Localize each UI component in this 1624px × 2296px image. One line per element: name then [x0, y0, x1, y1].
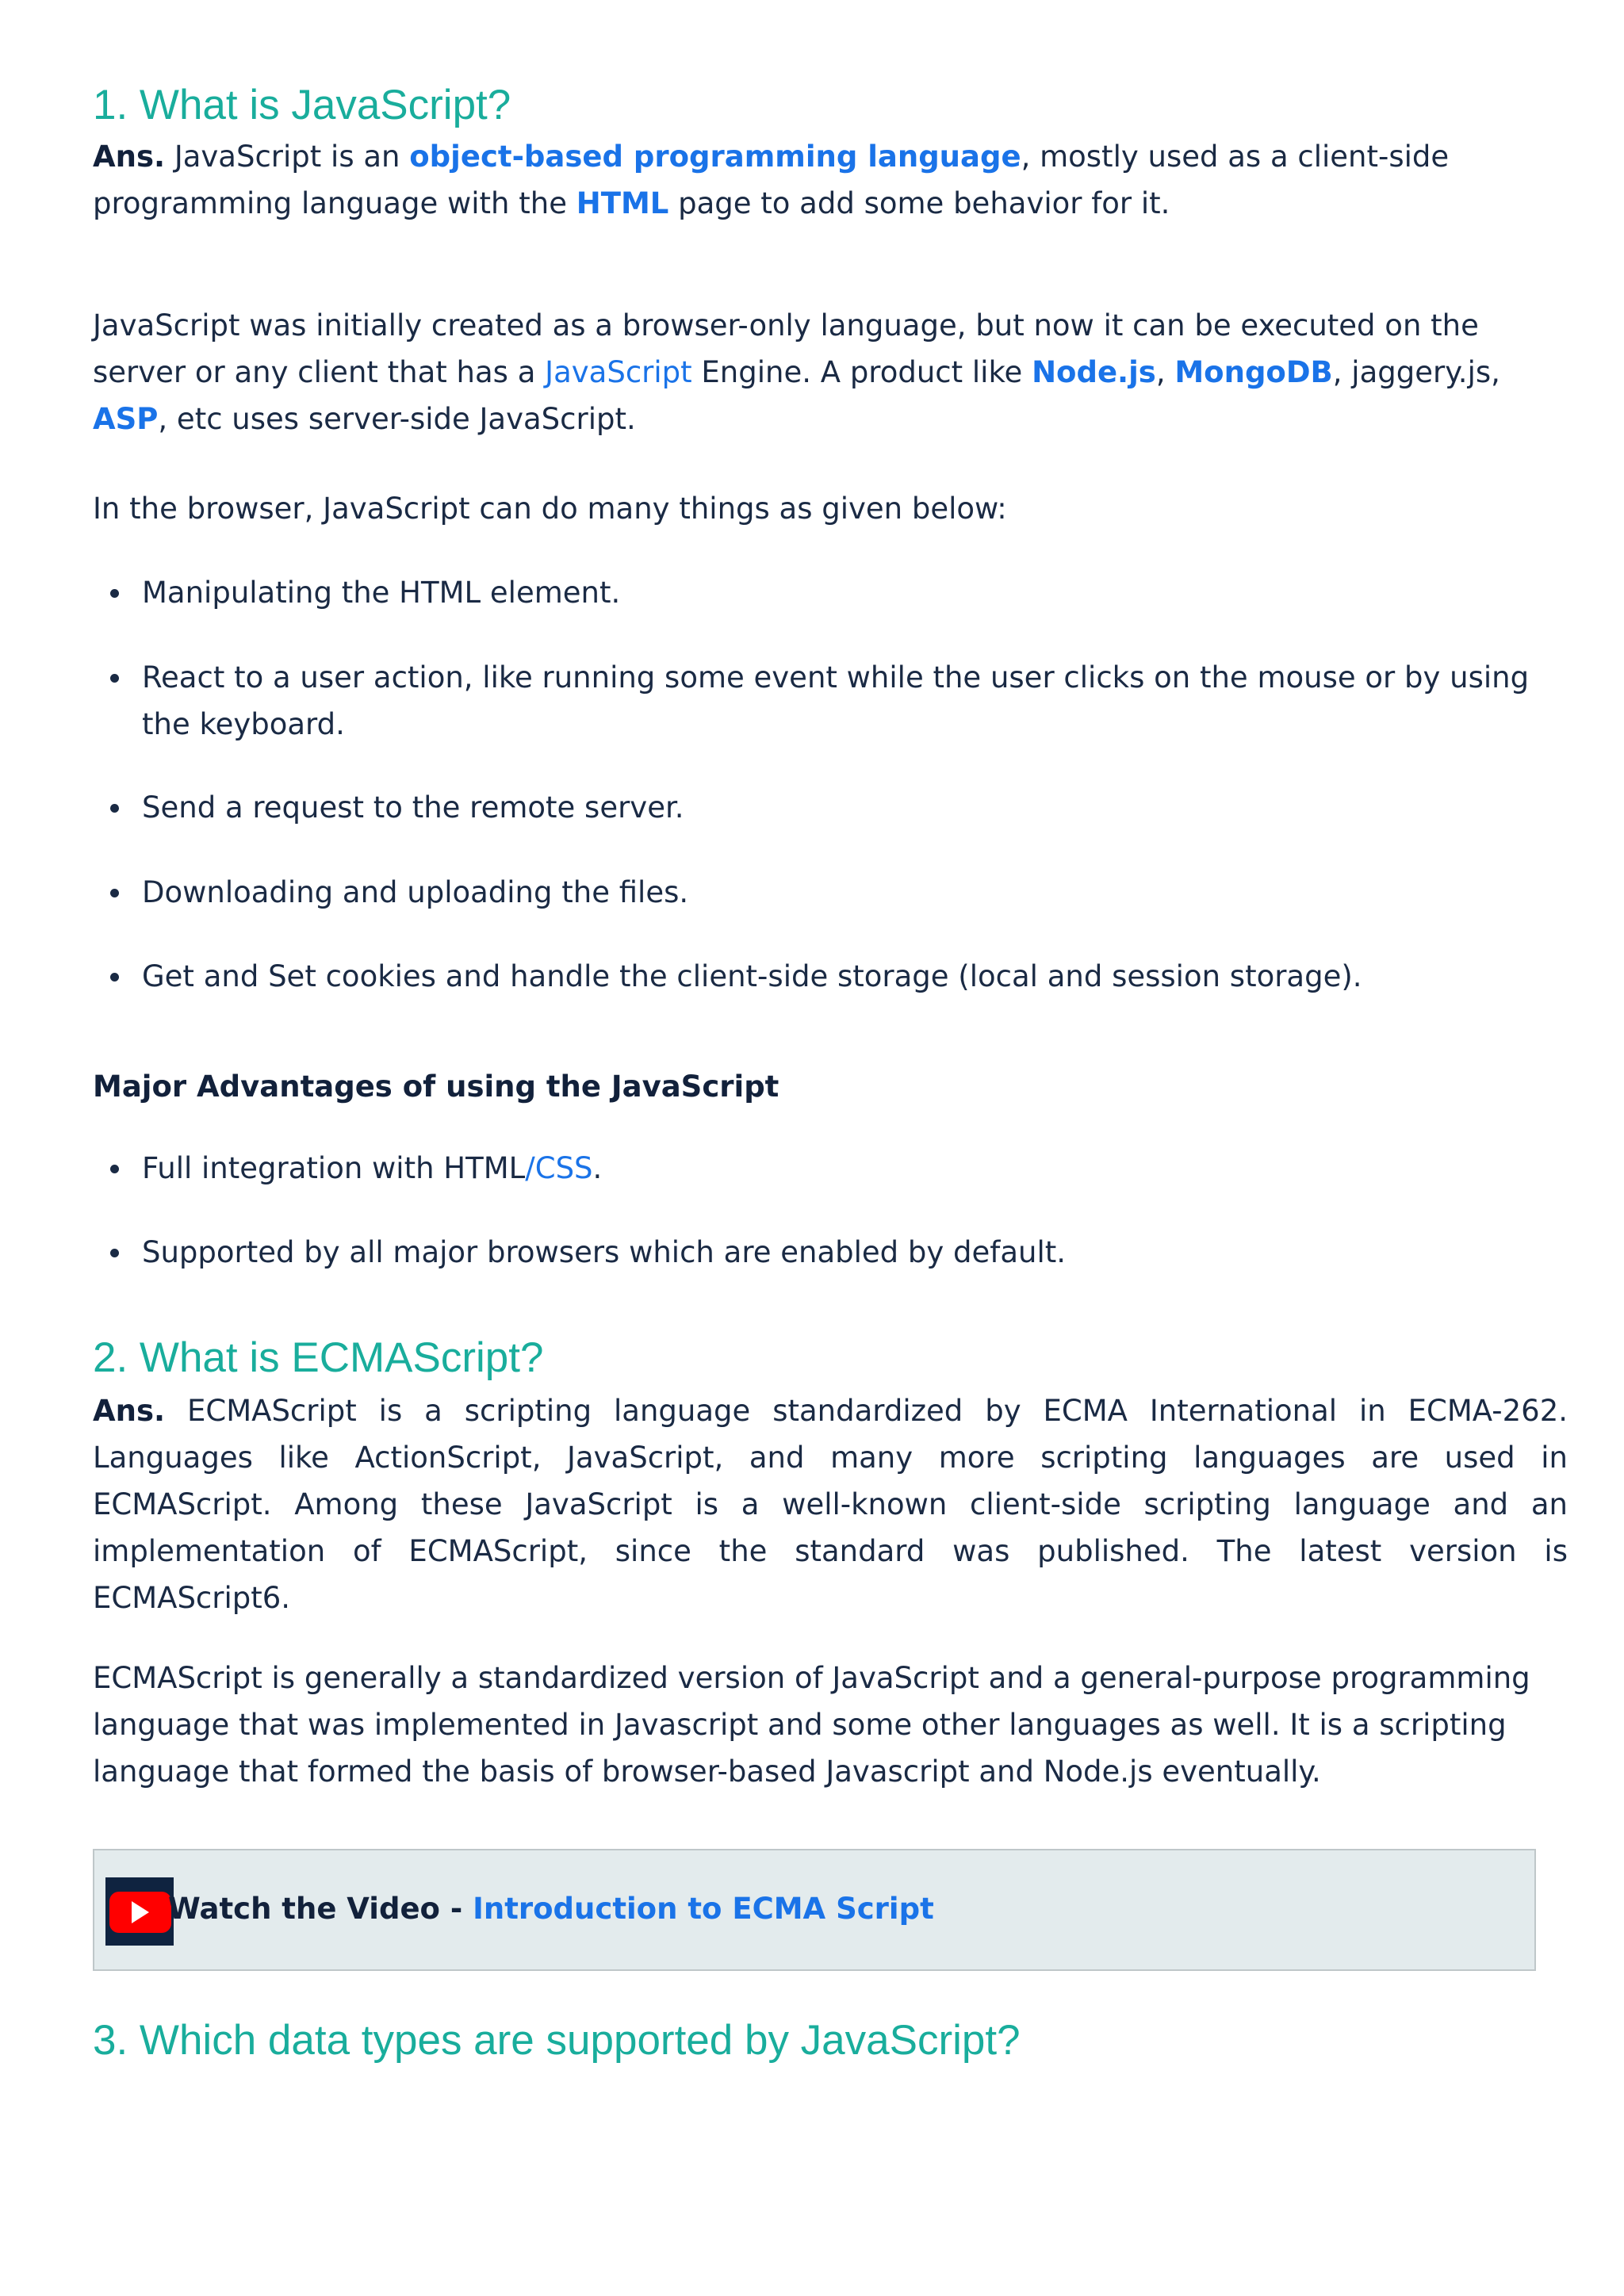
q1-answer-paragraph	[93, 133, 1568, 227]
play-icon	[132, 1901, 149, 1923]
list-item: Manipulating the HTML element.	[93, 569, 1568, 616]
nodejs-link[interactable]: Node.js	[1032, 355, 1156, 389]
q1-p2-text-a: JavaScript was initially created as a browser-only language, but now it can be executed on the server or any client that has a	[93, 308, 1479, 389]
asp-link[interactable]: ASP	[93, 402, 159, 436]
q2-second-paragraph: ECMAScript is generally a standardized version of JavaScript and a general-purpose programming language that was implemented in Javascript and some other languages as well. It is a scripting language that formed the basis of browser-based Javascript and Node.js eventually.	[93, 1661, 1530, 1789]
html-link[interactable]: HTML	[576, 186, 669, 220]
list-item: Get and Set cookies and handle the client-side storage (local and session storage).	[93, 953, 1568, 1000]
bullet-icon	[110, 889, 119, 897]
question-2-heading: 2. What is ECMAScript?	[93, 1334, 544, 1381]
video-caption	[168, 1892, 934, 1926]
bullet-icon	[110, 973, 119, 982]
q1-p2-text-e: , etc uses server-side JavaScript.	[158, 402, 636, 436]
youtube-icon[interactable]	[105, 1877, 174, 1946]
q1-p1-text-b: , mostly used as a client-side programming language with the	[93, 140, 1450, 220]
q1-p1-text-a: JavaScript is an	[165, 140, 410, 174]
list-item: Supported by all major browsers which are enabled by default.	[93, 1229, 1568, 1276]
bullet-icon	[110, 804, 119, 813]
list-item: Downloading and uploading the files.	[93, 869, 1568, 916]
question-1-heading: 1. What is JavaScript?	[93, 82, 511, 128]
bullet-icon	[110, 589, 119, 598]
list-item: Send a request to the remote server.	[93, 784, 1568, 831]
javascript-link[interactable]: JavaScript	[545, 355, 692, 389]
object-based-language-link[interactable]: object-based programming language	[409, 140, 1021, 174]
watch-video-box[interactable]	[93, 1849, 1536, 1971]
bullet-icon	[110, 1165, 119, 1173]
list-item: Full integration with HTML/CSS.	[93, 1145, 1568, 1192]
css-link[interactable]: /CSS	[525, 1151, 593, 1185]
bullet-icon	[110, 674, 119, 683]
list-item: React to a user action, like running some event while the user clicks on the mouse or by using the keyboard.	[93, 654, 1568, 748]
question-3-heading: 3. Which data types are supported by JavaScript?	[93, 2017, 1021, 2064]
answer-label: Ans.	[93, 1394, 166, 1428]
ecma-video-link[interactable]: Introduction to ECMA Script	[473, 1892, 934, 1926]
q1-browser-intro: In the browser, JavaScript can do many things as given below:	[93, 492, 1007, 526]
q1-p2-text-c: ,	[1155, 355, 1175, 389]
q1-p2-text-d: , jaggery.js,	[1332, 355, 1500, 389]
q1-server-side-paragraph	[93, 302, 1568, 442]
answer-label: Ans.	[93, 140, 166, 174]
q2-answer-paragraph: Ans. ECMAScript is a scripting language standardized by ECMA International in ECMA-262. Languages like ActionScript, JavaScript, and many more scripting languages are used in ECMAScript. Among these JavaScript is a well-known client-side scripting language and an implementation of ECMAScript, since the standard was published. The latest version is ECMAScript6.	[93, 1394, 1568, 1615]
bullet-icon	[110, 1249, 119, 1257]
q1-p2-text-b: Engine. A product like	[691, 355, 1032, 389]
video-label: Watch the Video -	[168, 1892, 473, 1926]
mongodb-link[interactable]: MongoDB	[1174, 355, 1333, 389]
advantages-heading: Major Advantages of using the JavaScript	[93, 1070, 779, 1104]
q1-p1-text-c: page to add some behavior for it.	[668, 186, 1170, 220]
